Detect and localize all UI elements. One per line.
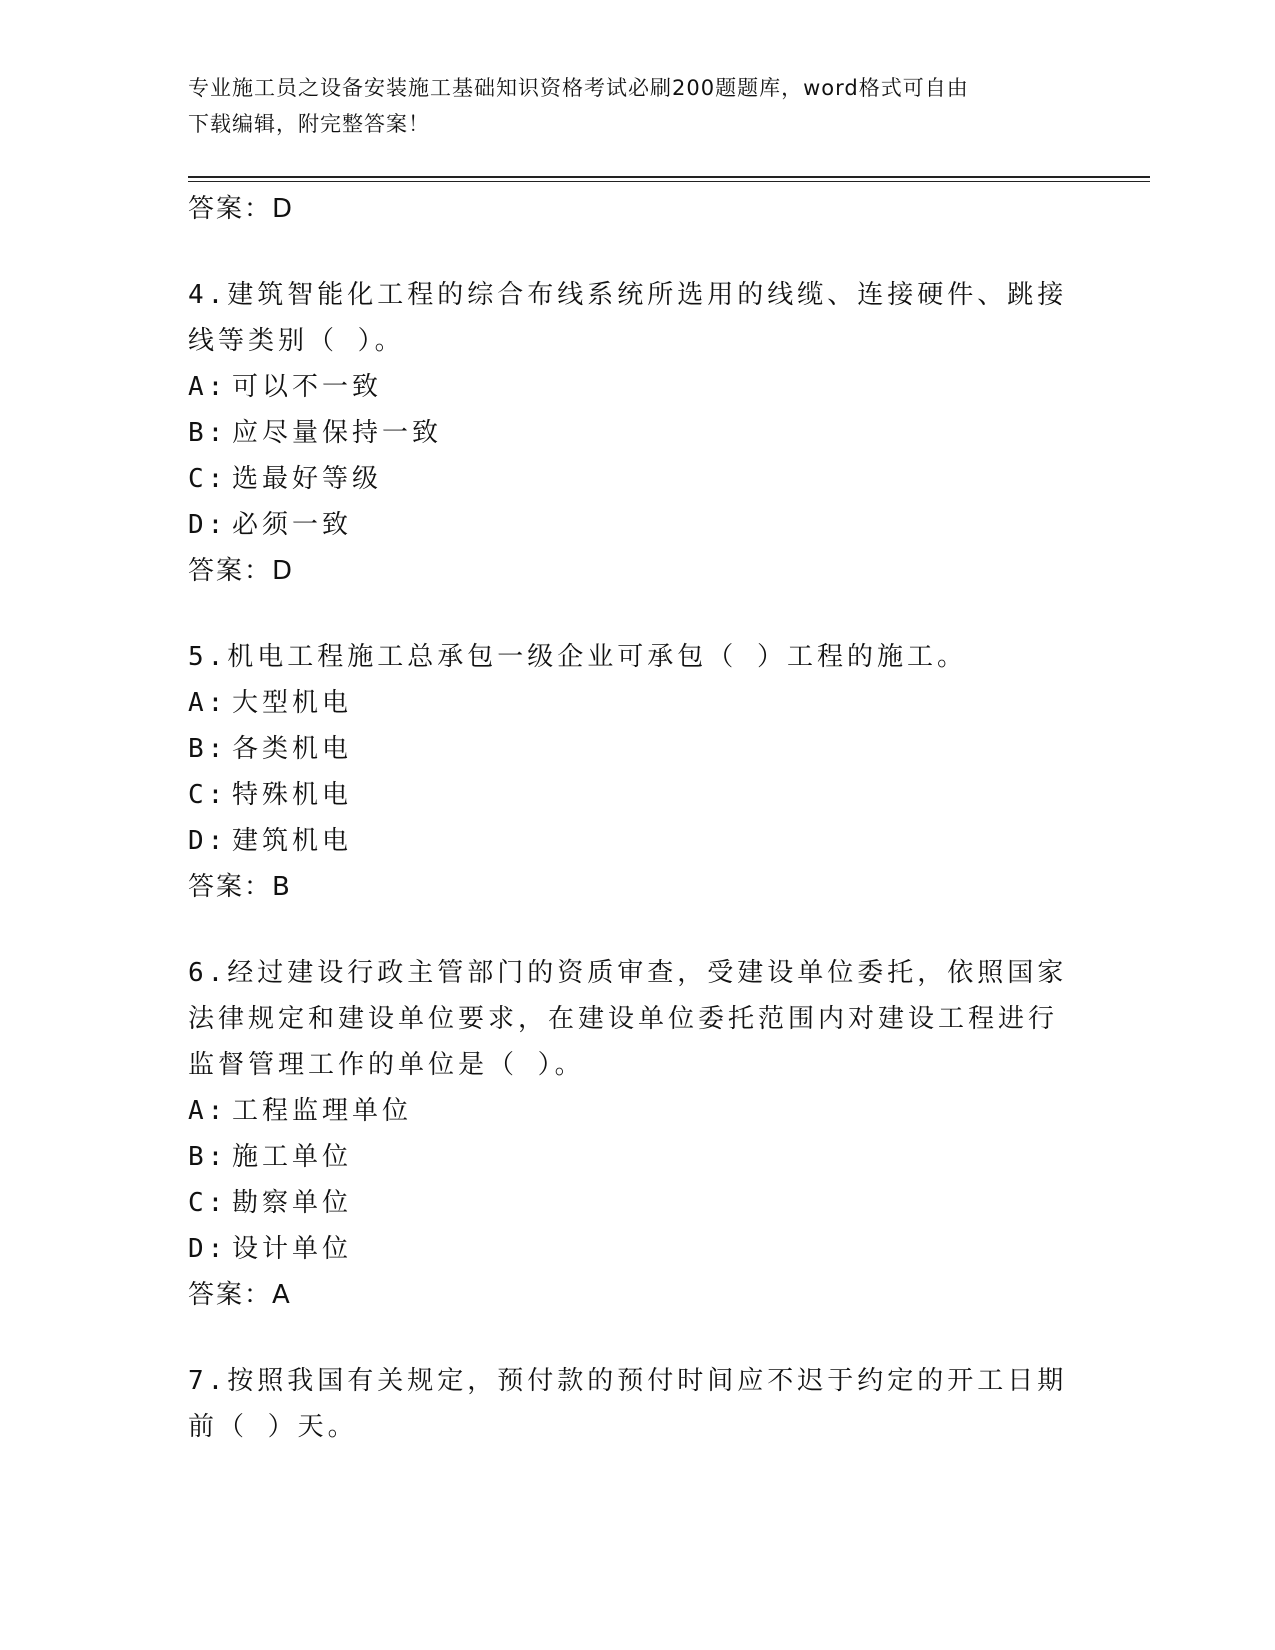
option-text: 设计单位 <box>232 1234 353 1264</box>
option-letter: C: <box>188 464 228 494</box>
option-c <box>188 772 1068 818</box>
question-text: 7.按照我国有关规定，预付款的预付时间应不迟于约定的开工日期前（ ）天。 <box>188 1366 1068 1442</box>
option-a <box>188 364 1068 410</box>
option-letter: A: <box>188 1096 228 1126</box>
question-text: 5.机电工程施工总承包一级企业可承包（ ）工程的施工。 <box>188 642 967 672</box>
answer-line: 答案：D <box>188 556 295 586</box>
option-letter: B: <box>188 734 228 764</box>
option-text: 施工单位 <box>232 1142 353 1172</box>
option-text: 勘察单位 <box>232 1188 353 1218</box>
option-text: 可以不一致 <box>232 372 383 402</box>
option-letter: B: <box>188 1142 228 1172</box>
option-text: 应尽量保持一致 <box>232 418 443 448</box>
option-letter: D: <box>188 826 228 856</box>
header-line-2: 下载编辑，附完整答案！ <box>188 112 430 136</box>
answer-line: 答案：A <box>188 1280 292 1310</box>
question-list <box>188 186 1068 1490</box>
answer-line: 答案：D <box>188 194 295 224</box>
option-a <box>188 1088 1068 1134</box>
option-c <box>188 456 1068 502</box>
option-d <box>188 502 1068 548</box>
option-text: 必须一致 <box>232 510 353 540</box>
option-text: 各类机电 <box>232 734 353 764</box>
question-4 <box>188 272 1068 594</box>
option-letter: D: <box>188 1234 228 1264</box>
option-text: 工程监理单位 <box>232 1096 413 1126</box>
header-rule-thin <box>188 181 1150 182</box>
option-text: 大型机电 <box>232 688 353 718</box>
option-b <box>188 726 1068 772</box>
option-c <box>188 1180 1068 1226</box>
option-letter: A: <box>188 372 228 402</box>
header-line-1: 专业施工员之设备安装施工基础知识资格考试必刷200题题库，word格式可自由 <box>188 76 969 100</box>
option-letter: C: <box>188 780 228 810</box>
option-d <box>188 818 1068 864</box>
option-letter: A: <box>188 688 228 718</box>
option-letter: C: <box>188 1188 228 1218</box>
option-b <box>188 1134 1068 1180</box>
question-text: 4.建筑智能化工程的综合布线系统所选用的线缆、连接硬件、跳接线等类别（ ）。 <box>188 280 1068 356</box>
option-d <box>188 1226 1068 1272</box>
option-a <box>188 680 1068 726</box>
question-text: 6.经过建设行政主管部门的资质审查，受建设单位委托，依照国家法律规定和建设单位要求，在建设单位委托范围内对建设工程进行监督管理工作的单位是（ ）。 <box>188 958 1068 1080</box>
option-letter: D: <box>188 510 228 540</box>
answer-line: 答案：B <box>188 872 292 902</box>
option-letter: B: <box>188 418 228 448</box>
question-7 <box>188 1358 1068 1450</box>
document-header <box>188 70 1088 142</box>
option-b <box>188 410 1068 456</box>
header-rule-thick <box>188 176 1150 178</box>
question-5 <box>188 634 1068 910</box>
option-text: 选最好等级 <box>232 464 383 494</box>
option-text: 建筑机电 <box>232 826 353 856</box>
option-text: 特殊机电 <box>232 780 353 810</box>
question-6 <box>188 950 1068 1318</box>
